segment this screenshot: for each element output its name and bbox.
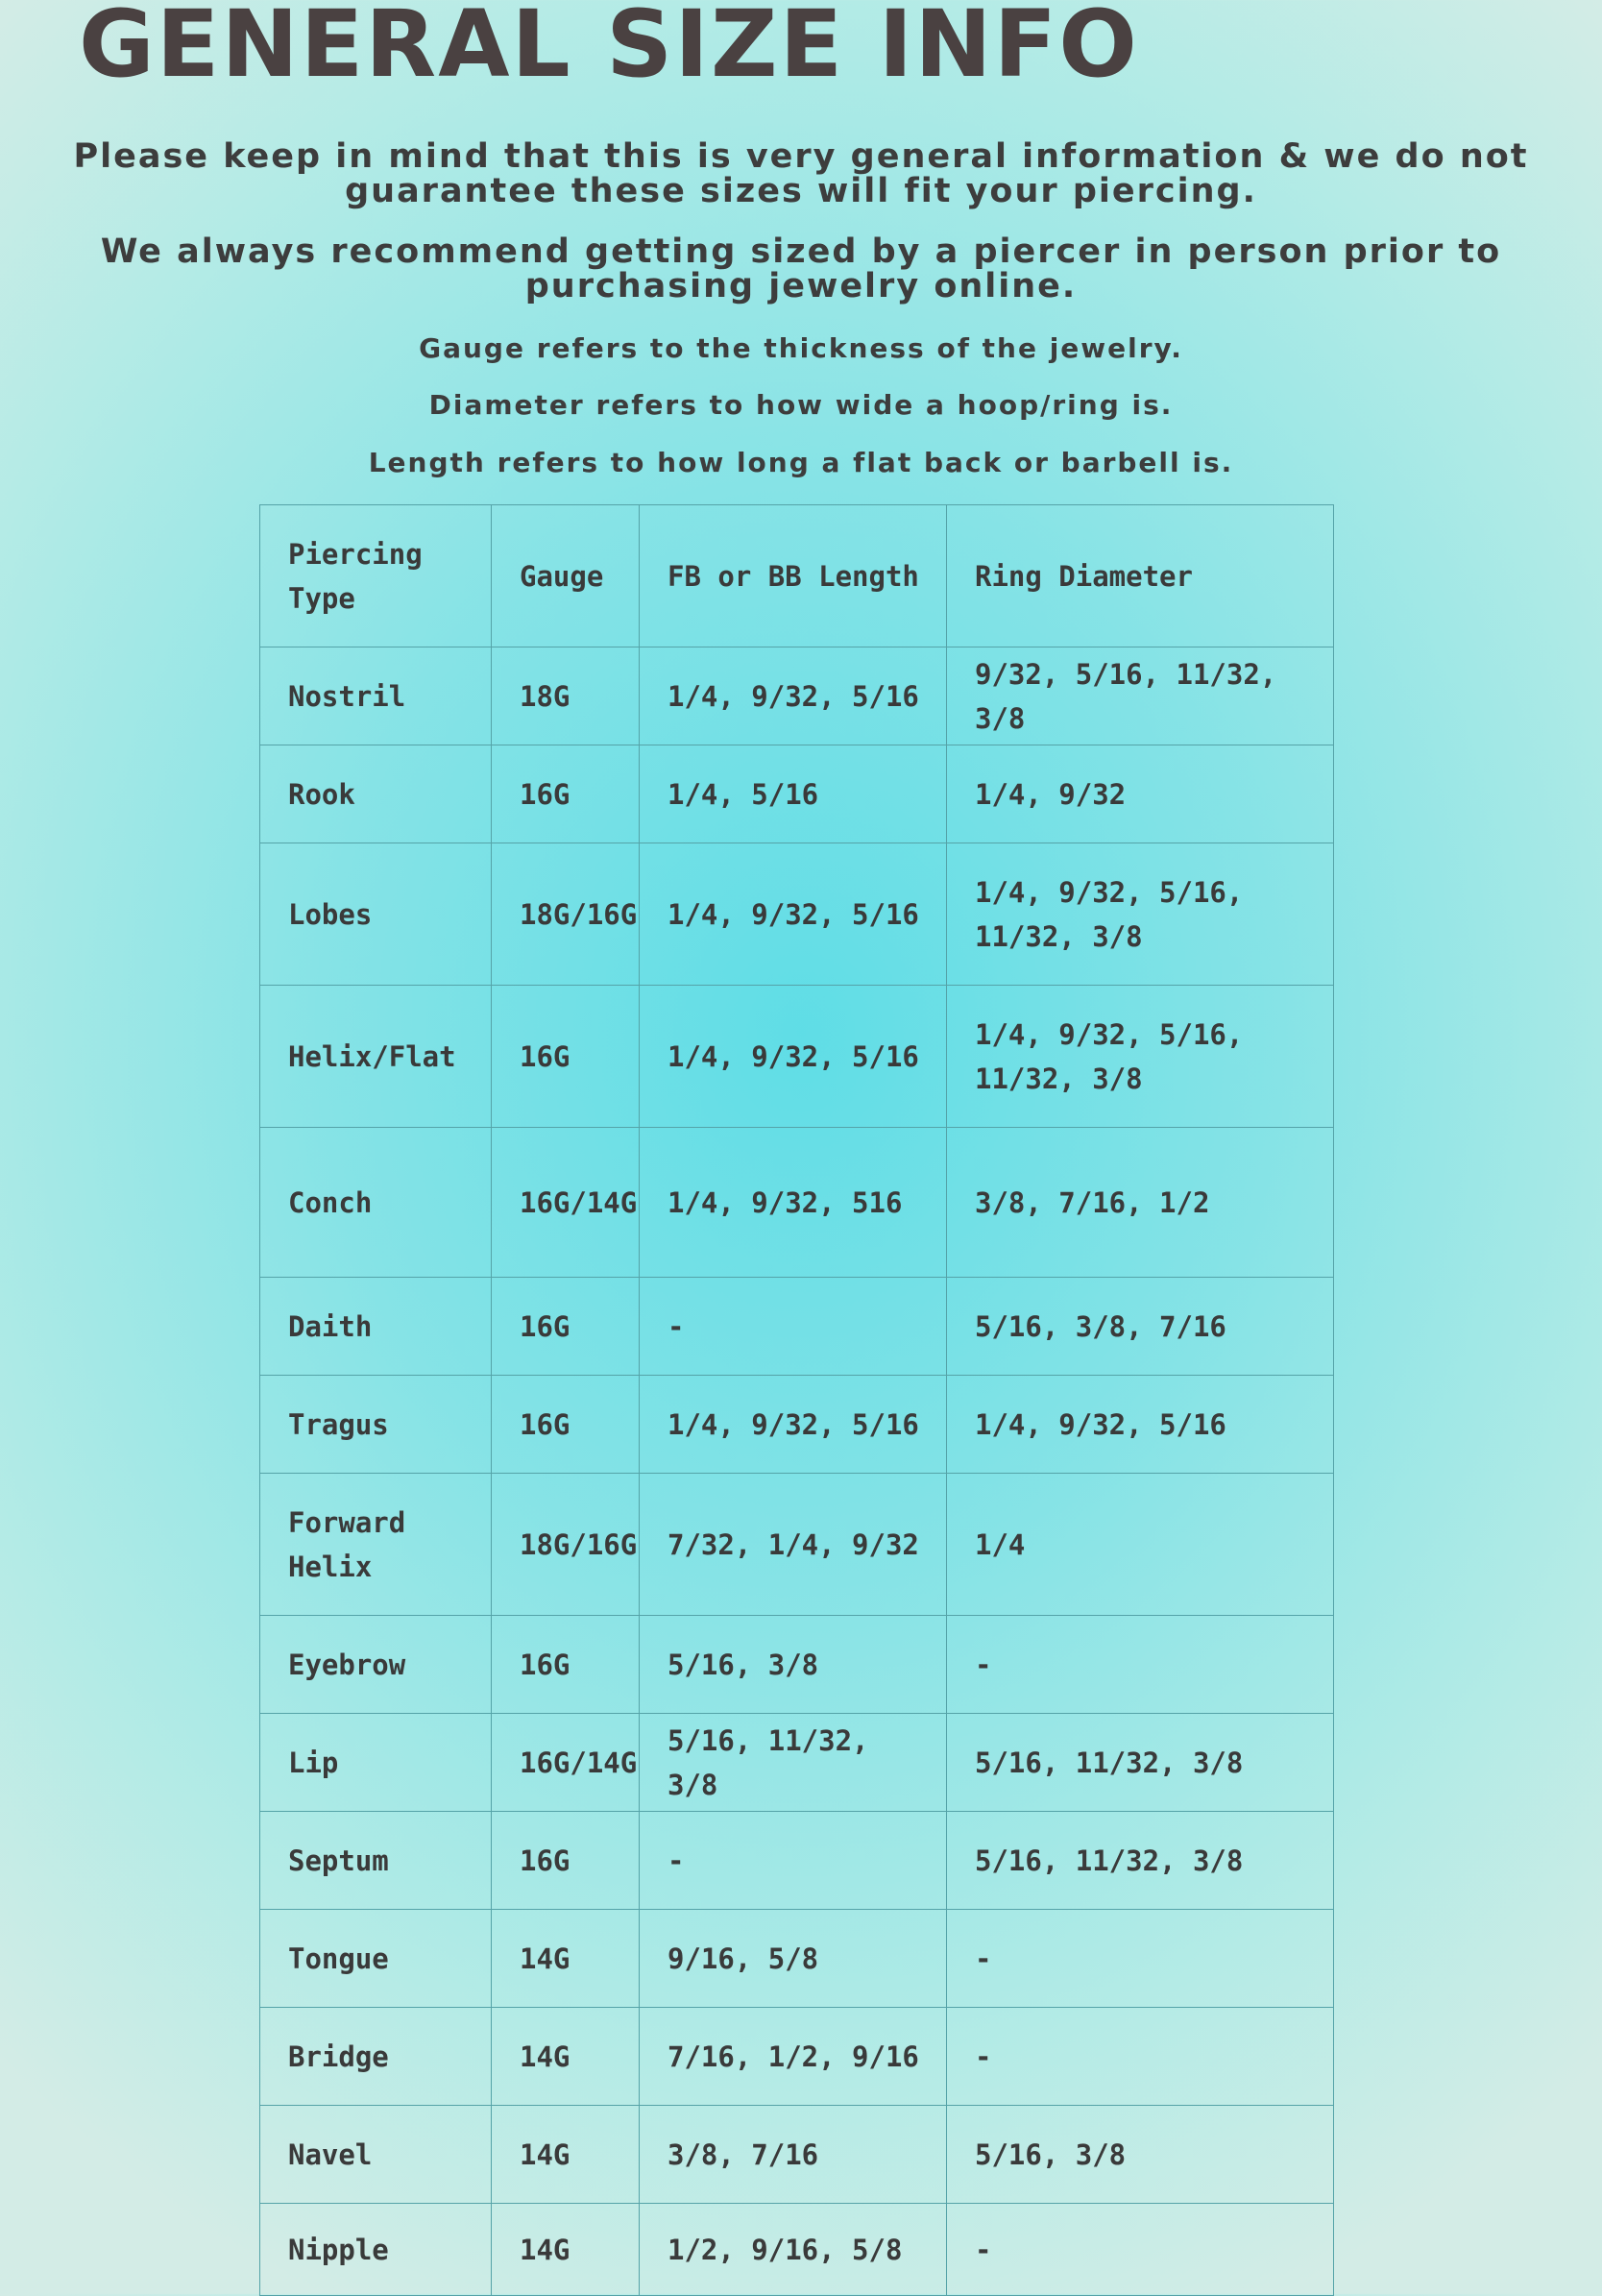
cell-piercing-type: Nipple (260, 2204, 492, 2296)
cell-length: - (640, 1278, 947, 1376)
header-gauge: Gauge (492, 505, 640, 647)
cell-gauge: 14G (492, 2204, 640, 2296)
cell-ring-diameter: 5/16, 11/32, 3/8 (947, 1812, 1334, 1910)
cell-length: 7/32, 1/4, 9/32 (640, 1474, 947, 1616)
cell-piercing-type: Lobes (260, 843, 492, 986)
table-row (260, 1812, 1334, 1910)
table-row (260, 1714, 1334, 1812)
cell-ring-diameter: 1/4 (947, 1474, 1334, 1616)
cell-gauge: 18G/16G (492, 1474, 640, 1616)
cell-ring-diameter: 5/16, 11/32, 3/8 (947, 1714, 1334, 1812)
cell-piercing-type: Rook (260, 745, 492, 843)
table-row (260, 1474, 1334, 1616)
cell-length: 3/8, 7/16 (640, 2106, 947, 2204)
cell-length: 1/4, 9/32, 516 (640, 1128, 947, 1278)
cell-ring-diameter: - (947, 1616, 1334, 1714)
header-ring-diameter: Ring Diameter (947, 505, 1334, 647)
cell-gauge: 16G (492, 1616, 640, 1714)
cell-ring-diameter: 1/4, 9/32, 5/16, 11/32, 3/8 (947, 843, 1334, 986)
cell-ring-diameter: 5/16, 3/8, 7/16 (947, 1278, 1334, 1376)
cell-piercing-type: Navel (260, 2106, 492, 2204)
cell-gauge: 16G (492, 986, 640, 1128)
table-row (260, 745, 1334, 843)
cell-ring-diameter: - (947, 2008, 1334, 2106)
cell-length: 1/4, 9/32, 5/16 (640, 986, 947, 1128)
table-row (260, 2106, 1334, 2204)
size-table (259, 504, 1334, 2296)
diameter-definition: Diameter refers to how wide a hoop/ring is. (428, 389, 1174, 421)
cell-length: 5/16, 11/32, 3/8 (640, 1714, 947, 1812)
cell-gauge: 16G (492, 1278, 640, 1376)
cell-piercing-type: Bridge (260, 2008, 492, 2106)
cell-gauge: 18G (492, 647, 640, 745)
cell-gauge: 16G/14G (492, 1714, 640, 1812)
header-length: FB or BB Length (640, 505, 947, 647)
cell-ring-diameter: 5/16, 3/8 (947, 2106, 1334, 2204)
cell-length: 1/2, 9/16, 5/8 (640, 2204, 947, 2296)
gauge-definition: Gauge refers to the thickness of the jewelry. (419, 332, 1183, 364)
cell-gauge: 14G (492, 2008, 640, 2106)
cell-length: - (640, 1812, 947, 1910)
cell-ring-diameter: 1/4, 9/32, 5/16 (947, 1376, 1334, 1474)
table-row (260, 647, 1334, 745)
cell-piercing-type: Lip (260, 1714, 492, 1812)
cell-piercing-type: Tragus (260, 1376, 492, 1474)
cell-piercing-type: Nostril (260, 647, 492, 745)
cell-gauge: 14G (492, 2106, 640, 2204)
cell-piercing-type: Eyebrow (260, 1616, 492, 1714)
cell-piercing-type: Septum (260, 1812, 492, 1910)
cell-ring-diameter: 3/8, 7/16, 1/2 (947, 1128, 1334, 1278)
cell-length: 1/4, 9/32, 5/16 (640, 1376, 947, 1474)
table-row (260, 1376, 1334, 1474)
recommendation-text: We always recommend getting sized by a piercer in person prior to purchasing jewelry online. (100, 232, 1502, 305)
table-row (260, 1278, 1334, 1376)
cell-gauge: 14G (492, 1910, 640, 2008)
cell-ring-diameter: 1/4, 9/32 (947, 745, 1334, 843)
cell-length: 1/4, 9/32, 5/16 (640, 647, 947, 745)
table-row (260, 2204, 1334, 2296)
table-header-row (260, 505, 1334, 647)
cell-length: 7/16, 1/2, 9/16 (640, 2008, 947, 2106)
cell-ring-diameter: 1/4, 9/32, 5/16, 11/32, 3/8 (947, 986, 1334, 1128)
cell-piercing-type: Daith (260, 1278, 492, 1376)
cell-gauge: 18G/16G (492, 843, 640, 986)
header-piercing-type: Piercing Type (260, 505, 492, 647)
cell-gauge: 16G (492, 745, 640, 843)
cell-gauge: 16G/14G (492, 1128, 640, 1278)
cell-ring-diameter: 9/32, 5/16, 11/32, 3/8 (947, 647, 1334, 745)
cell-length: 9/16, 5/8 (640, 1910, 947, 2008)
cell-length: 1/4, 5/16 (640, 745, 947, 843)
cell-length: 1/4, 9/32, 5/16 (640, 843, 947, 986)
table-row (260, 986, 1334, 1128)
cell-piercing-type: Helix/Flat (260, 986, 492, 1128)
cell-piercing-type: Forward Helix (260, 1474, 492, 1616)
cell-gauge: 16G (492, 1376, 640, 1474)
cell-gauge: 16G (492, 1812, 640, 1910)
cell-piercing-type: Conch (260, 1128, 492, 1278)
page-title: GENERAL SIZE INFO (79, 0, 1139, 98)
disclaimer-text: Please keep in mind that this is very general information & we do not guarantee these sizes will fit your piercing. (73, 137, 1529, 210)
table-row (260, 2008, 1334, 2106)
cell-ring-diameter: - (947, 2204, 1334, 2296)
table-row (260, 1128, 1334, 1278)
table-row (260, 1910, 1334, 2008)
table-row (260, 1616, 1334, 1714)
cell-piercing-type: Tongue (260, 1910, 492, 2008)
length-definition: Length refers to how long a flat back or barbell is. (368, 447, 1234, 478)
cell-ring-diameter: - (947, 1910, 1334, 2008)
table-row (260, 843, 1334, 986)
cell-length: 5/16, 3/8 (640, 1616, 947, 1714)
